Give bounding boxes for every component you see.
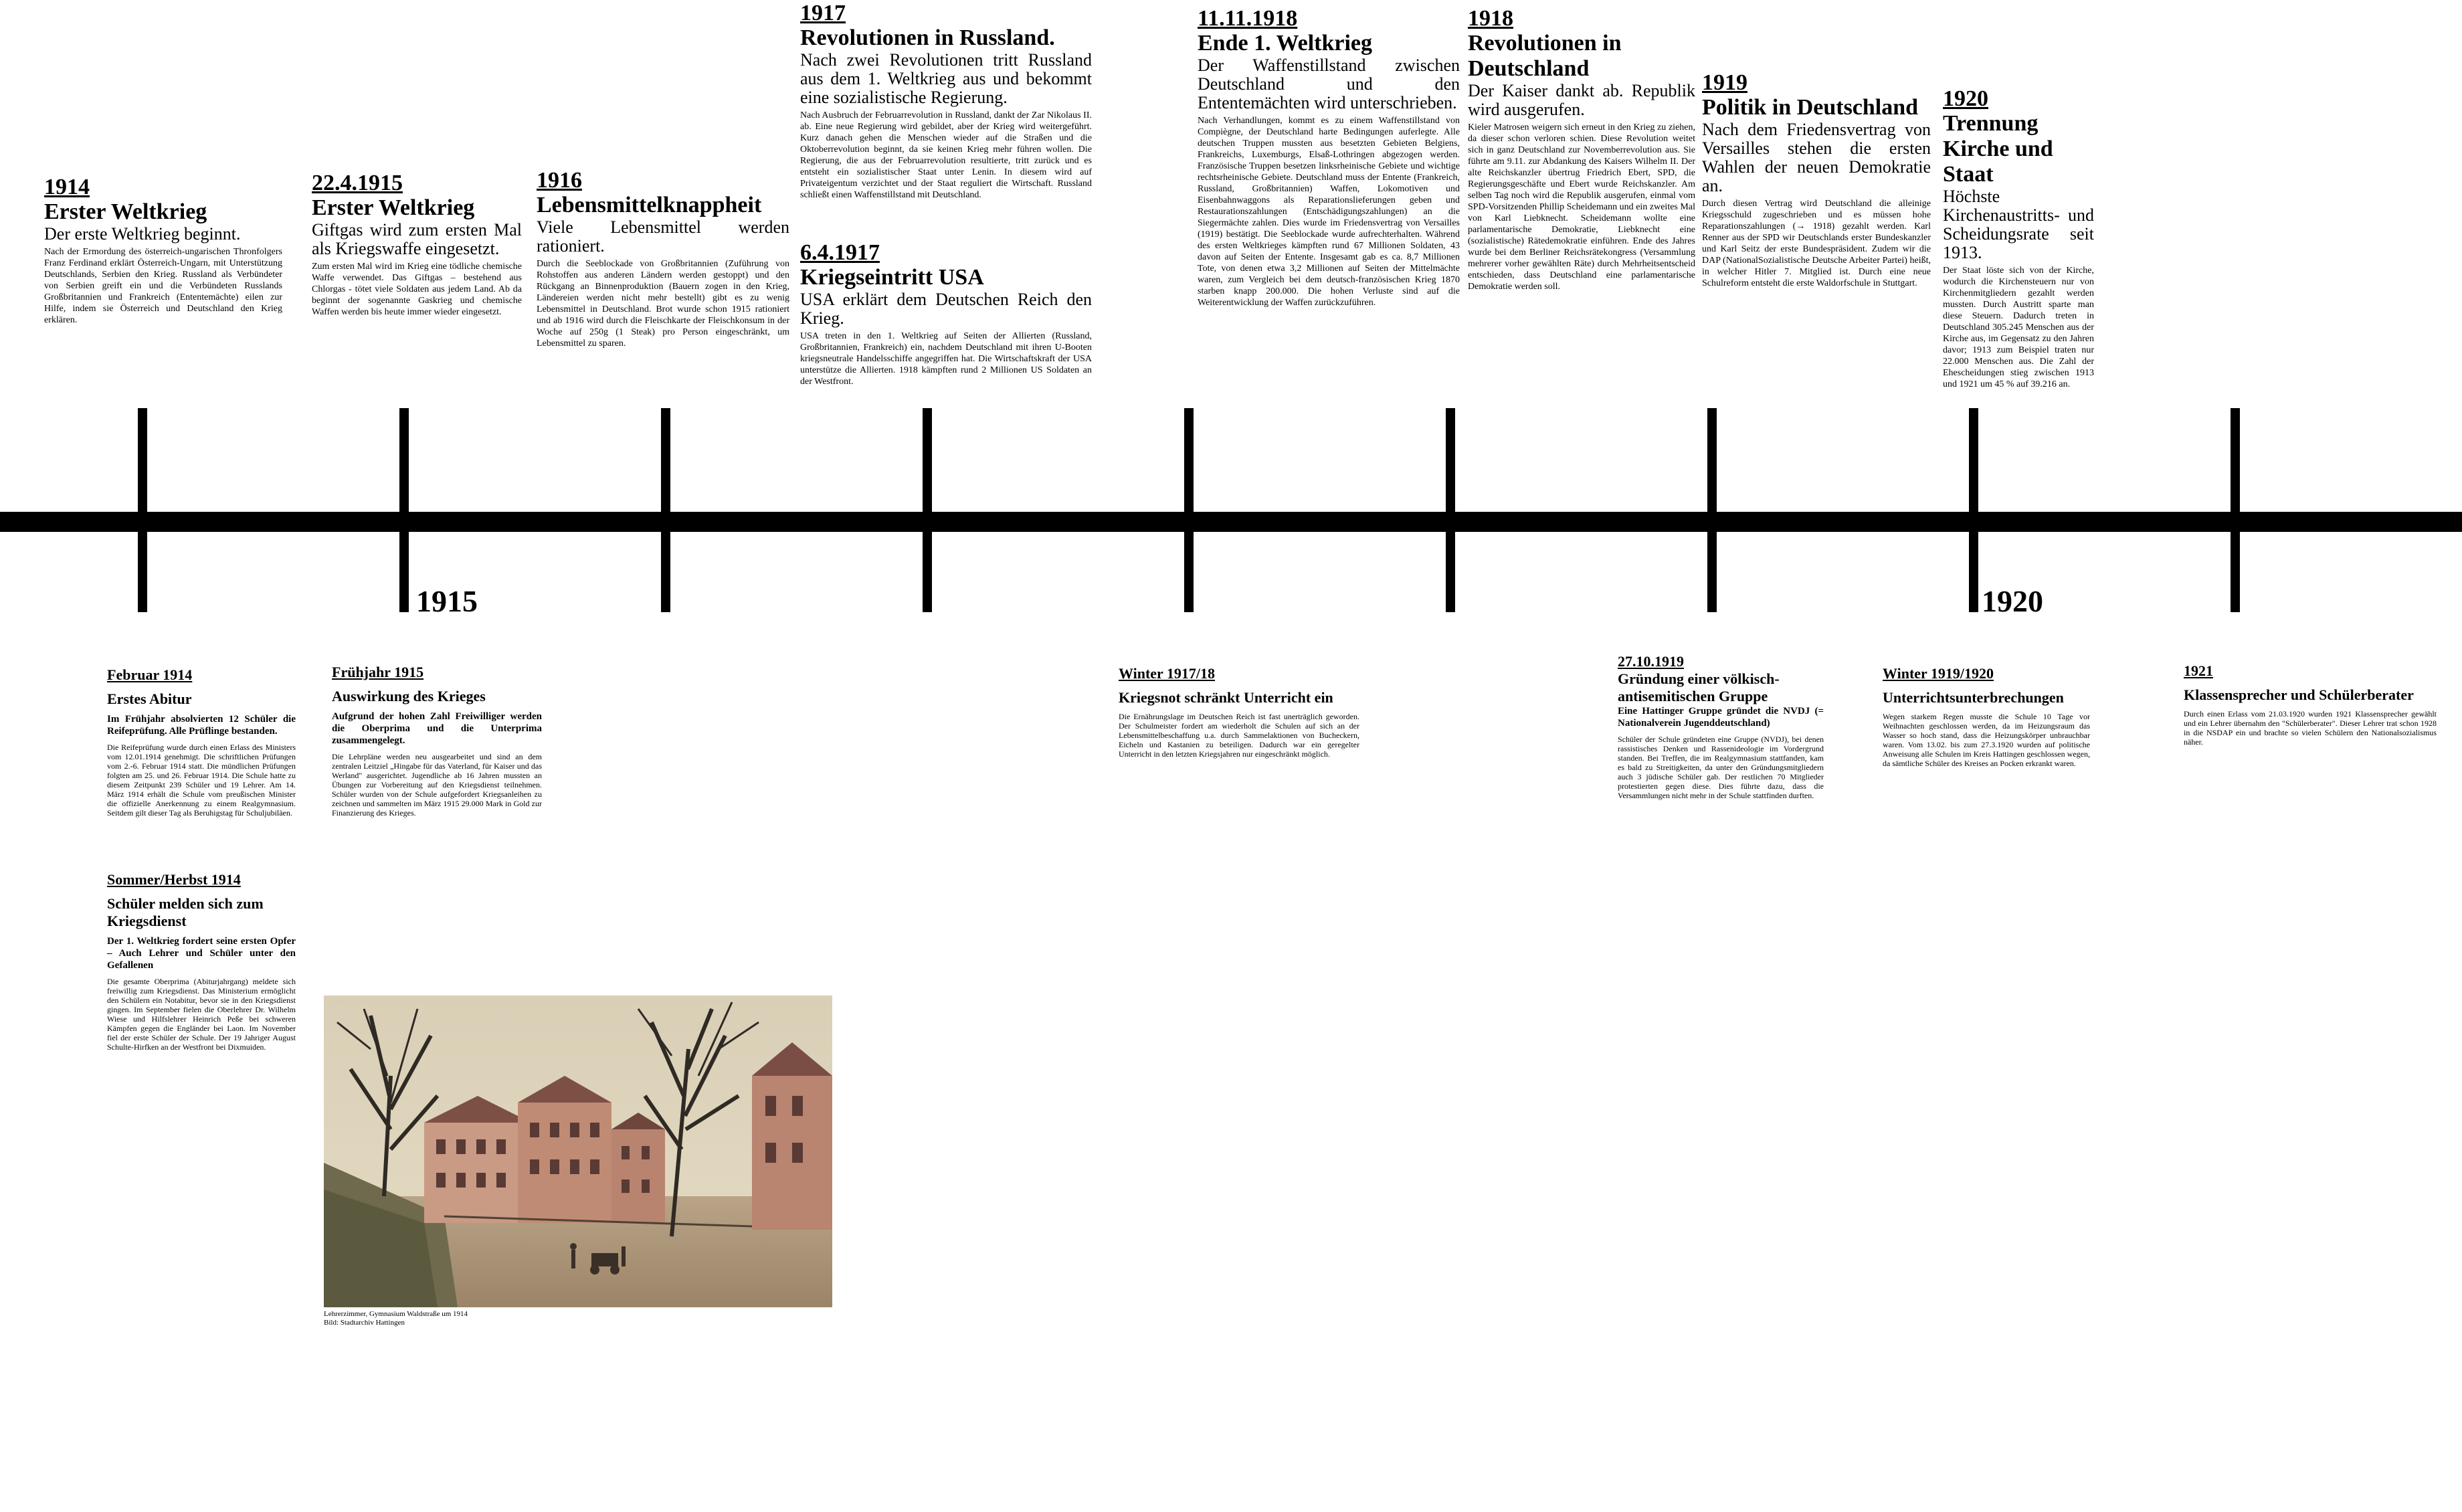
event-title: Lebensmittelknappheit xyxy=(537,193,762,217)
event-1917 xyxy=(800,1,1092,201)
axis-year-label: 1920 xyxy=(1982,584,2043,618)
school-event-date: Winter 1917/18 xyxy=(1119,665,1216,682)
event-subtitle: Viele Lebensmittel werden rationiert. xyxy=(537,217,789,256)
timeline-tick xyxy=(1969,408,1978,612)
school-event-text: Die Ernährungslage im Deutschen Reich ist fast unerträglich geworden. Der Schulmeister fordert am wiederholt die Schulen auf sich an der Lebensmittelbeschaffung u.a. durch Sammelaktionen von Bucheckern, Eicheln und Kastanien zu beteiligen. Dadurch war ein geregelter Unterricht in den letzten Kriegsjahren nur eingeschränkt möglich. xyxy=(1119,712,1359,759)
event-subtitle: Der Waffenstillstand zwischen Deutschland und den Ententemächten wird unterschrieben. xyxy=(1198,56,1460,112)
event-1919 xyxy=(1702,71,1931,289)
event-subtitle: Der Kaiser dankt ab. Republik wird ausgerufen. xyxy=(1468,81,1695,119)
event-11-11-1918 xyxy=(1198,7,1460,308)
photo-caption-credit: Bild: Stadtarchiv Hattingen xyxy=(324,1319,405,1327)
school-event-heading: Unterrichtsunterbrechungen xyxy=(1883,689,2064,706)
school-event-winter-1919 xyxy=(1883,665,2090,768)
event-year: 22.4.1915 xyxy=(312,171,403,195)
school-event-text: Durch einen Erlass vom 21.03.1920 wurden 1921 Klassensprecher gewählt und ein Lehrer übernahm den "Schülerberater". Dieser Lehrer trat schon 1928 in die NSDAP ein und brachte so vielen Schülern den Nationalsozialismus näher. xyxy=(2184,709,2437,747)
event-year: 1916 xyxy=(537,168,582,193)
event-1914 xyxy=(44,175,282,326)
timeline-tick xyxy=(399,408,409,612)
event-body: USA treten in den 1. Weltkrieg auf Seiten der Allierten (Russland, Großbritannien, Frankreich) ein, nachdem Deutschland mit ihren U-Booten kriegsneutrale Handelsschiffe angegriffen hat. Die Wirtschaftskraft der USA unterstütze die Allierten. 1918 kämpften rund 2 Millionen US Soldaten an der Westfront. xyxy=(800,331,1092,387)
school-event-heading: Schüler melden sich zum Kriegsdienst xyxy=(107,895,264,929)
school-event-lead: Der 1. Weltkrieg fordert seine ersten Opfer – Auch Lehrer und Schüler unter den Gefallenen xyxy=(107,936,296,971)
event-body: Kieler Matrosen weigern sich erneut in den Krieg zu ziehen, da dieser schon verloren schien. Diese Revolution weitet sich in ganz Deutschland zur Novemberrevolution aus. Sie führte am 9.11. zur Abdankung des Kaisers Wilhelm II. Der alte Reichskanzler übertrug Friedrich Ebert, SPD, die Regierungsgeschäfte und Ebert wurde Reichskanzler. Am selben Tag noch wird die Republik ausgerufen, einmal vom SPD-Vorsitzenden Phillip Scheidemann und ein zweites Mal von Karl Liebknecht. Scheidemann wollte eine parlamentarische Demokratie, Liebknecht eine (sozialistische) Rätedemokratie einführen. Ende des Jahres wurde bei dem Berliner Reichsrätekongress (Versammlung mehrerer vorher gewählten Räte) durch Mehrheitsentscheid entschieden, dass Deutschland eine parlamentarische Demokratie werden soll. xyxy=(1468,122,1695,292)
event-body: Nach Ausbruch der Februarrevolution in Russland, dankt der Zar Nikolaus II. ab. Eine neue Regierung wird gebildet, aber der Krieg wird weitergeführt. Kurz danach gehen die Menschen wieder auf die Straßen und die Oktoberrevolution beginnt, da sie keinen Krieg mehr führen wollen. Die Regierung, die aus der Februarrevolution resultierte, tritt zurück und es entsteht ein sozialistischer Staat unter Lenin. In diesem wird auf Privateigentum verzichtet und der Staat reguliert die Wirtschaft. Russland schließt einen Waffenstillstand mit Deutschland. xyxy=(800,110,1092,200)
event-year: 11.11.1918 xyxy=(1198,6,1298,31)
event-subtitle: USA erklärt dem Deutschen Reich den Krieg. xyxy=(800,290,1092,328)
event-1918 xyxy=(1468,7,1695,292)
school-event-text: Die Reifeprüfung wurde durch einen Erlass des Ministers vom 12.01.1914 genehmigt. Die schriftlichen Prüfungen vom 2.-6. Februar 1914 statt. Die mündlichen Prüfungen folgten am 25. und 26. Februar 1914. Die Schule hatte zu diesem Zeitpunkt 239 Schüler und 19 Lehrer. Am 14. März 1914 erhält die Schule vom preußischen Minister die offizielle Anerkennung zu einem Realgymnasium. Seitdem gilt dieser Tag als Beruhigstag für Schuljubiläen. xyxy=(107,743,296,818)
event-22-4-1915 xyxy=(312,171,522,318)
timeline-tick xyxy=(1707,408,1717,612)
school-event-date: Frühjahr 1915 xyxy=(332,664,424,680)
photo-caption xyxy=(324,1310,591,1327)
school-event-lead: Im Frühjahr absolvierten 12 Schüler die Reifeprüfung. Alle Prüflinge bestanden. xyxy=(107,714,296,737)
school-event-text: Die gesamte Oberprima (Abiturjahrgang) meldete sich freiwillig zum Kriegsdienst. Das Ministerium ermöglicht den Schülern ein Notabitur, bevor sie in den Kriegsdienst gingen. Im September fielen die Oberlehrer Dr. Wilhelm Wiese und Hilfslehrer Heinrich Peße bei schweren Kämpfen gegen die Engländer bei Laon. Im November fiel der erste Schüler der Schule. Der 19 Jahriger August Schulte-Hirfken an der Westfront bei Dixmuiden. xyxy=(107,977,296,1052)
timeline-tick xyxy=(661,408,670,612)
event-year: 6.4.1917 xyxy=(800,240,880,265)
event-title: Ende 1. Weltkrieg xyxy=(1198,31,1372,56)
timeline-tick xyxy=(923,408,932,612)
axis-year-label: 1915 xyxy=(416,584,478,618)
event-body: Durch die Seeblockade von Großbritannien (Zuführung von Rohstoffen aus anderen Ländern werden gestoppt) und den Rückgang an Binnenproduktion (Bauern zogen in den Krieg, Ländereien werden nicht mehr bestellt) gibt es zu wenig Lebensmittel in Deutschland. Brot wurde schon 1915 rationiert und ab 1916 wird durch die Fleischkarte der Fleischkonsum in der Woche auf 250g (1 Steak) pro Person eingeschränkt, um Lebensmittel zu sparen. xyxy=(537,259,789,349)
event-body: Nach Verhandlungen, kommt es zu einem Waffenstillstand von Compiègne, der Deutschland harte Bedingungen auferlegte. Alle deutschen Truppen mussten aus besetzten Gebieten Belgiens, Frankreichs, Luxemburgs, Elsaß-Lothringen abgezogen werden. Französische Truppen besetzen linksrheinische Gebiete und wichtige rechtsrheinische Gebiete. Deutschland muss der Entente (Frankreich, Russland, Großbritannien) Waffen, Lokomotiven und Eisenbahnwaggons als Reparationslieferungen geben und Restaurationszahlungen (Entschädigungszahlungen) an die Siegermächte zahlen. Dies wurde im Friedensvertrag von Versailles (1919) bestätigt. Die Seeblockade wurde aufrechterhalten. Während des ersten Weltkrieges kämpften rund 67 Millionen Soldaten, 43 davon auf Seiten der Entente. Insgesamt gab es ca. 8,7 Millionen Tote, von denen etwa 3,2 Millionen auf Seiten der Mittelmächte waren, zum Vergleich bei dem deutsch-französischen Krieg 1870 starben knapp 200.000. Die hohen Verluste sind auf die Weiterentwicklung der Waffen zurückzuführen. xyxy=(1198,116,1460,308)
school-event-date: Februar 1914 xyxy=(107,666,193,683)
event-subtitle: Giftgas wird zum ersten Mal als Kriegswaffe eingesetzt. xyxy=(312,220,522,258)
historic-photo xyxy=(324,996,832,1307)
event-title: Revolutionen in Russland. xyxy=(800,25,1055,50)
school-event-heading: Auswirkung des Krieges xyxy=(332,688,486,704)
school-event-lead: Aufgrund der hohen Zahl Freiwilliger werden die Oberprima und die Unterprima zusammengelegt. xyxy=(332,711,542,746)
school-event-1915 xyxy=(332,664,542,818)
school-event-date: Sommer/Herbst 1914 xyxy=(107,871,241,888)
school-event-date: 1921 xyxy=(2184,662,2213,679)
event-year: 1917 xyxy=(800,1,846,25)
event-title: Trennung Kirche und Staat xyxy=(1943,111,2053,187)
event-body: Nach der Ermordung des österreich-ungarischen Thronfolgers Franz Ferdinand erklärt Österreich-Ungarn, mit Unterstützung Deutschlands, Serbien den Krieg. Russland als Verbündeter von Serbien greift ein und die Verbündeten Russlands Großbritannien und Frankreich (Ententemächte) eilen zur Hilfe, indem sie Österreich und Deutschland den Krieg erklären. xyxy=(44,247,282,325)
school-event-feb-1914 xyxy=(107,666,296,818)
school-event-heading: Erstes Abitur xyxy=(107,690,192,707)
school-event-text: Wegen starkem Regen musste die Schule 10 Tage vor Weihnachten geschlossen werden, da im Heizungsraum das Wasser so hoch stand, dass die Heizungskörper unbrauchbar waren. Vom 13.02. bis zum 27.3.1920 wurden auf politische Anweisung alle Schulen im Kreis Hattingen geschlossen wegen, da sämtliche Schüler des Kreises an Pocken erkrankt waren. xyxy=(1883,712,2090,768)
school-event-date: 27.10.1919 xyxy=(1618,653,1684,670)
event-title: Revolutionen in Deutschland xyxy=(1468,31,1622,81)
timeline-tick xyxy=(138,408,147,612)
school-event-heading: Klassensprecher und Schülerberater xyxy=(2184,686,2414,703)
event-subtitle: Höchste Kirchenaustritts- und Scheidungsrate seit 1913. xyxy=(1943,187,2094,262)
event-year: 1914 xyxy=(44,175,90,199)
school-building-photo xyxy=(324,996,832,1307)
event-1920 xyxy=(1943,87,2094,390)
event-body: Durch diesen Vertrag wird Deutschland die alleinige Kriegsschuld zugeschrieben und es müssen hohe Reparationszahlungen (→ 1918) gezahlt werden. Karl Renner aus der SPD wir Deutschlands erster Bundeskanzler und Karl Seitz der erste Bundespräsident. Zudem wir die DAP (NationalSozialistische Deutsche Arbeiter Partei) heißt, in welcher Hitler 7. Mitglied ist. Durch eine neue Schulreform entsteht die erste Waldorfschule in Stuttgart. xyxy=(1702,199,1931,288)
school-event-heading: Kriegsnot schränkt Unterricht ein xyxy=(1119,689,1333,706)
timeline-tick xyxy=(1184,408,1194,612)
event-year: 1918 xyxy=(1468,6,1513,31)
school-event-lead: Eine Hattinger Gruppe gründet die NVDJ (= Nationalverein Jugenddeutschland) xyxy=(1618,706,1824,729)
event-title: Erster Weltkrieg xyxy=(312,195,475,220)
timeline-tick xyxy=(1446,408,1455,612)
timeline-axis xyxy=(0,512,2462,532)
event-6-4-1917 xyxy=(800,241,1092,387)
event-title: Kriegseintritt USA xyxy=(800,265,984,290)
school-event-date: Winter 1919/1920 xyxy=(1883,665,1994,682)
photo-caption-line: Lehrerzimmer, Gymnasium Waldstraße um 1914 xyxy=(324,1310,468,1318)
school-event-heading: Gründung einer völkisch-antisemitischen Gruppe xyxy=(1618,670,1780,704)
event-subtitle: Nach dem Friedensvertrag von Versailles stehen die ersten Wahlen der neuen Demokratie an. xyxy=(1702,120,1931,195)
event-title: Politik in Deutschland xyxy=(1702,95,1919,120)
event-1916 xyxy=(537,169,789,349)
event-title: Erster Weltkrieg xyxy=(44,199,207,224)
event-subtitle: Nach zwei Revolutionen tritt Russland aus dem 1. Weltkrieg aus und bekommt eine sozialistische Regierung. xyxy=(800,50,1092,107)
school-event-sommer-1914 xyxy=(107,871,296,1052)
event-year: 1920 xyxy=(1943,86,1988,111)
school-event-text: Schüler der Schule gründeten eine Gruppe (NVDJ), bei denen rassistisches Denken und Rassenideologie im Vordergrund standen. Bei Treffen, die im Realgymnasium stattfanden, kam es bald zu Streitigkeiten, da unter den Gründungsmitgliedern auch 3 jüdische Schüler gab. Der restlichen 70 Mitglieder protestierten gegen diese. Dies führte dazu, dass die Versammlungen nicht mehr in der Schule stattfinden durften. xyxy=(1618,735,1824,800)
event-subtitle: Der erste Weltkrieg beginnt. xyxy=(44,224,241,244)
school-event-winter-1917 xyxy=(1119,665,1359,759)
event-year: 1919 xyxy=(1702,70,1747,95)
school-event-27-10-1919 xyxy=(1618,653,1824,800)
event-body: Der Staat löste sich von der Kirche, wodurch die Kirchensteuern nur von Kirchenmitgliedern gezahlt werden mussten. Durch Austritt sparte man diese Steuern. Dadurch treten in Deutschland 305.245 Menschen aus der Kirche aus, im Gegensatz zu den Jahren davor; 1913 zum Beispiel traten nur 22.000 Menschen aus. Die Zahl der Ehescheidungen stieg zwischen 1913 und 1921 um 45 % auf 39.216 an. xyxy=(1943,266,2094,389)
school-event-1921 xyxy=(2184,662,2437,747)
event-body: Zum ersten Mal wird im Krieg eine tödliche chemische Waffe verwendet. Das Giftgas – bestehend aus Chlorgas - tötet viele Soldaten aus jedem Land. Ab da beginnt der sogenannte Gaskrieg und chemische Waffen werden bis heute immer wieder eingesetzt. xyxy=(312,262,522,317)
school-event-text: Die Lehrpläne werden neu ausgearbeitet und sind an dem zentralen Leitziel „Hingabe für das Vaterland, für Kaiser und das Werland" ausgerichtet. Jugendliche ab 16 Jahren mussten an Übungen zur Vorbereitung auf den Kriegsdienst teilnehmen. Schüler wurden von der Schule aufgefordert Kriegsanleihen zu zeichnen und sammelten im März 1915 29.000 Mark in Gold zur Finanzierung des Krieges. xyxy=(332,752,542,818)
timeline-tick xyxy=(2231,408,2240,612)
